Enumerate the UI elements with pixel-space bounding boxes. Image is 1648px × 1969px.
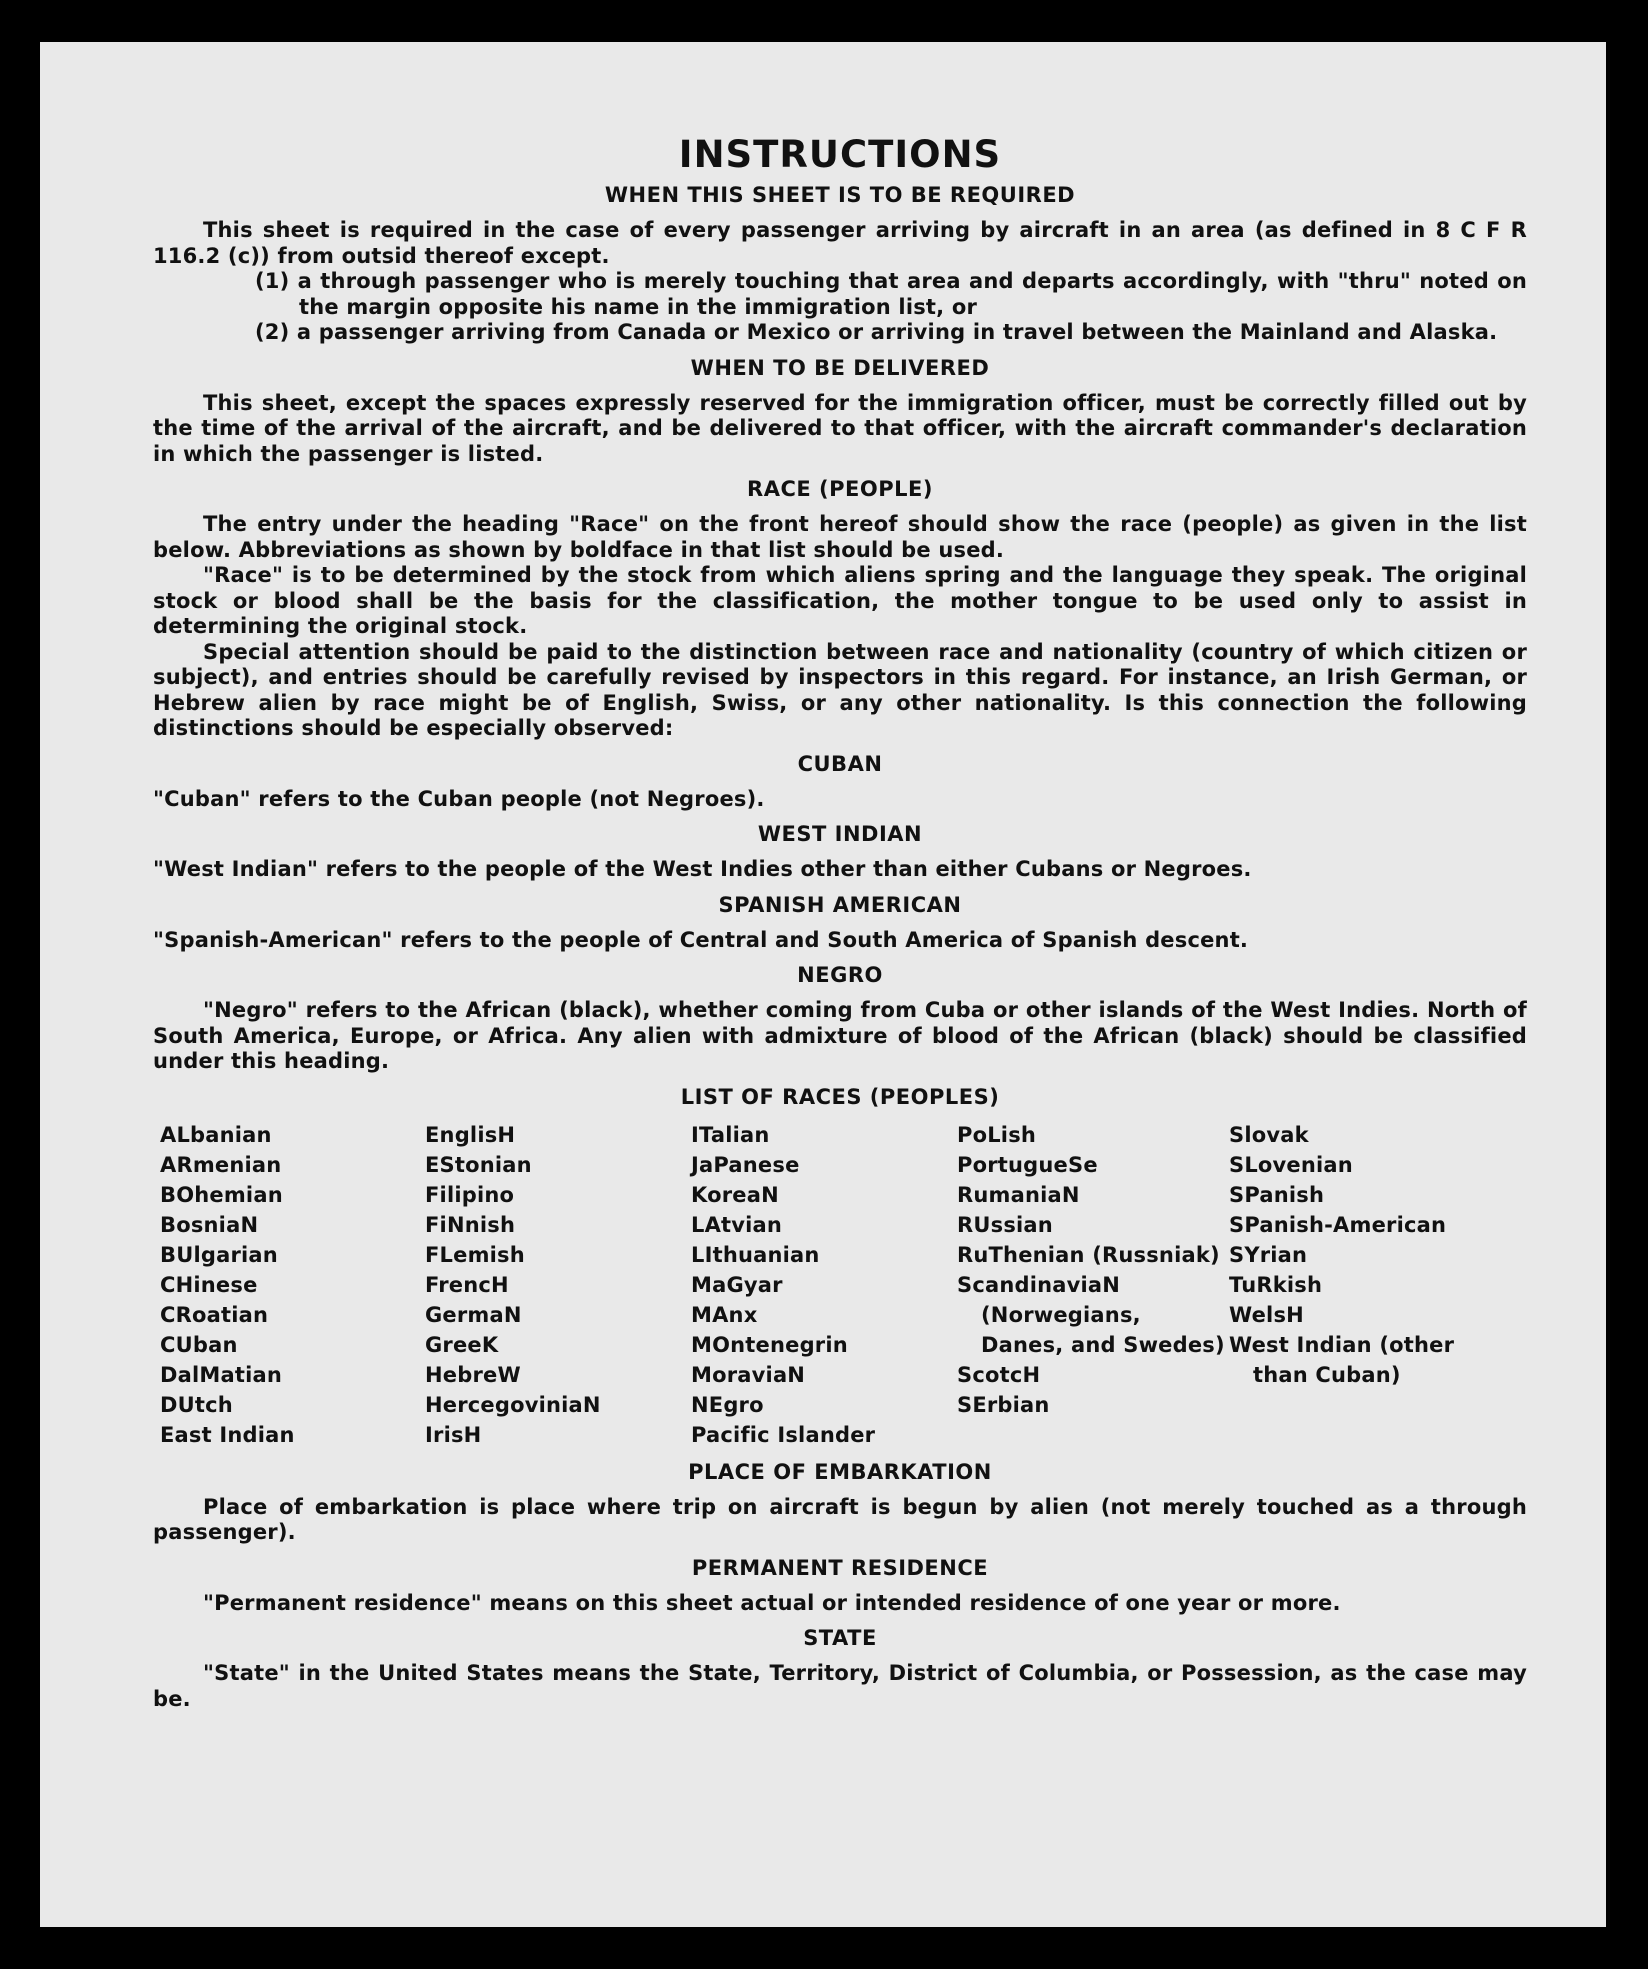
page-title: INSTRUCTIONS bbox=[678, 133, 1002, 176]
race-entry: MAnx bbox=[691, 1302, 758, 1327]
paragraph-permanent-residence: "Permanent residence" means on this sheet actual or intended residence of one year or more. bbox=[203, 1590, 1341, 1615]
heading-spanish-american: SPANISH AMERICAN bbox=[718, 892, 962, 917]
race-entry: SErbian bbox=[957, 1392, 1050, 1417]
race-entry: BUlgarian bbox=[160, 1242, 278, 1267]
paragraph-race-2: "Race" is to be determined by the stock from which aliens spring and the language they speak. The original stock or blood shall be the basis for the classification, the mother tongue to be used only to assist in determining the original stock. bbox=[153, 563, 1527, 638]
race-entry: EStonian bbox=[425, 1152, 532, 1177]
race-entry: West Indian (other than Cuban) bbox=[1229, 1332, 1455, 1387]
race-entry: East Indian bbox=[160, 1422, 295, 1447]
race-entry: FiNnish bbox=[425, 1212, 516, 1237]
race-entry: HebreW bbox=[425, 1362, 521, 1387]
race-entry: LIthuanian bbox=[691, 1242, 820, 1267]
exception-item-2: (2) a passenger arriving from Canada or Mexico or arriving in travel between the Mainland and Alaska. bbox=[255, 320, 1498, 344]
heading-place-of-embarkation: PLACE OF EMBARKATION bbox=[688, 1459, 992, 1484]
race-entry: SLovenian bbox=[1229, 1152, 1353, 1177]
races-column-5 bbox=[1229, 1120, 1489, 1450]
race-entry: ARmenian bbox=[160, 1152, 282, 1177]
paragraph-negro: "Negro" refers to the African (black), whether coming from Cuba or other islands of the West Indies. North of South America, Europe, or Africa. Any alien with admixture of blood of the African (black) should be classified under this heading. bbox=[153, 998, 1527, 1073]
race-entry: GreeK bbox=[425, 1332, 499, 1357]
race-entry: RuThenian (Russniak) bbox=[957, 1242, 1220, 1267]
race-entry: SYrian bbox=[1229, 1242, 1308, 1267]
document-page bbox=[40, 42, 1606, 1927]
race-entry: ScotcH bbox=[957, 1362, 1041, 1387]
race-entry: Slovak bbox=[1229, 1122, 1309, 1147]
paragraph-race-3: Special attention should be paid to the distinction between race and nationality (country of which citizen or subject), and entries should be carefully revised by inspectors in this regard. For instance, an Irish German, or Hebrew alien by race might be of English, Swiss, or any other nationality. Is this connection the following distinctions should be especially observed: bbox=[153, 639, 1527, 740]
race-entry: MOntenegrin bbox=[691, 1332, 848, 1357]
heading-list-of-races: LIST OF RACES (PEOPLES) bbox=[680, 1084, 1000, 1109]
race-entry: LAtvian bbox=[691, 1212, 783, 1237]
race-entry: RUssian bbox=[957, 1212, 1053, 1237]
paragraph-west-indian: "West Indian" refers to the people of the West Indies other than either Cubans or Negroes. bbox=[153, 857, 1252, 881]
heading-west-indian: WEST INDIAN bbox=[757, 822, 923, 846]
heading-negro: NEGRO bbox=[797, 963, 883, 987]
paragraph-when-delivered: This sheet, except the spaces expressly reserved for the immigration officer, must be correctly filled out by the time of the arrival of the aircraft, and be delivered to that officer, with the aircraft commander's declaration in which the passenger is listed. bbox=[153, 390, 1527, 466]
races-column-3 bbox=[691, 1120, 957, 1450]
race-entry: WelsH bbox=[1229, 1302, 1304, 1327]
paragraph-spanish-american: "Spanish-American" refers to the people of Central and South America of Spanish descent. bbox=[153, 927, 1249, 952]
heading-when-required: WHEN THIS SHEET IS TO BE REQUIRED bbox=[604, 183, 1076, 207]
heading-when-delivered: WHEN TO BE DELIVERED bbox=[690, 355, 990, 380]
race-entry: DalMatian bbox=[160, 1362, 283, 1387]
race-entry: MoraviaN bbox=[691, 1362, 806, 1387]
race-entry: SPanish bbox=[1229, 1182, 1325, 1207]
paragraph-place-of-embarkation: Place of embarkation is place where trip on aircraft is begun by alien (not merely touched as a through passenger). bbox=[153, 1494, 1527, 1544]
races-column-1 bbox=[160, 1120, 425, 1450]
race-entry: KoreaN bbox=[691, 1182, 779, 1207]
heading-permanent-residence: PERMANENT RESIDENCE bbox=[691, 1555, 989, 1580]
paragraph-state: "State" in the United States means the State, Territory, District of Columbia, or Possession, as the case may be. bbox=[153, 1661, 1527, 1711]
instructions-content bbox=[153, 130, 1527, 1712]
race-entry: ALbanian bbox=[160, 1122, 272, 1147]
race-entry: RumaniaN bbox=[957, 1182, 1080, 1207]
race-entry: FLemish bbox=[425, 1242, 525, 1267]
race-entry: SPanish-American bbox=[1229, 1212, 1447, 1237]
race-entry: GermaN bbox=[425, 1302, 522, 1327]
race-entry: TuRkish bbox=[1229, 1272, 1323, 1297]
race-entry: FrencH bbox=[425, 1272, 509, 1297]
paragraph-cuban: "Cuban" refers to the Cuban people (not Negroes). bbox=[153, 786, 765, 811]
race-entry: IrisH bbox=[425, 1422, 482, 1447]
exception-item-1: (1) a through passenger who is merely touching that area and departs accordingly, with "thru" noted on the margin opposite his name in the immigration list, or bbox=[255, 269, 1527, 319]
races-column-4 bbox=[957, 1120, 1229, 1450]
race-entry: HercegoviniaN bbox=[425, 1392, 601, 1417]
races-column-2 bbox=[425, 1120, 691, 1450]
race-entry: DUtch bbox=[160, 1392, 233, 1417]
heading-state: STATE bbox=[803, 1626, 877, 1650]
race-entry: CUban bbox=[160, 1332, 238, 1357]
race-entry: Pacific Islander bbox=[691, 1422, 876, 1447]
paragraph-race-1: The entry under the heading "Race" on the front hereof should show the race (people) as given in the list below. Abbreviations as shown by boldface in that list should be used. bbox=[153, 512, 1527, 562]
race-entry: ITalian bbox=[691, 1122, 770, 1147]
race-entry: PoLish bbox=[957, 1122, 1037, 1147]
race-entry: MaGyar bbox=[691, 1272, 783, 1297]
race-entry: BosniaN bbox=[160, 1212, 259, 1237]
race-entry: ScandinaviaN (Norwegians, Danes, and Swedes) bbox=[957, 1272, 1225, 1357]
race-entry: Filipino bbox=[425, 1182, 515, 1207]
race-entry: BOhemian bbox=[160, 1182, 283, 1207]
races-list bbox=[160, 1120, 1527, 1450]
race-entry: PortugueSe bbox=[957, 1152, 1098, 1177]
heading-cuban: CUBAN bbox=[797, 751, 883, 776]
race-entry: EnglisH bbox=[425, 1122, 516, 1147]
heading-race: RACE (PEOPLE) bbox=[747, 477, 933, 501]
race-entry: NEgro bbox=[691, 1392, 764, 1417]
race-entry: CHinese bbox=[160, 1272, 258, 1297]
race-entry: JaPanese bbox=[691, 1152, 800, 1177]
paragraph-when-required: This sheet is required in the case of every passenger arriving by aircraft in an area (as defined in 8 C F R 116.2 (c)) from outsid thereof except. bbox=[153, 218, 1527, 268]
race-entry: CRoatian bbox=[160, 1302, 269, 1327]
